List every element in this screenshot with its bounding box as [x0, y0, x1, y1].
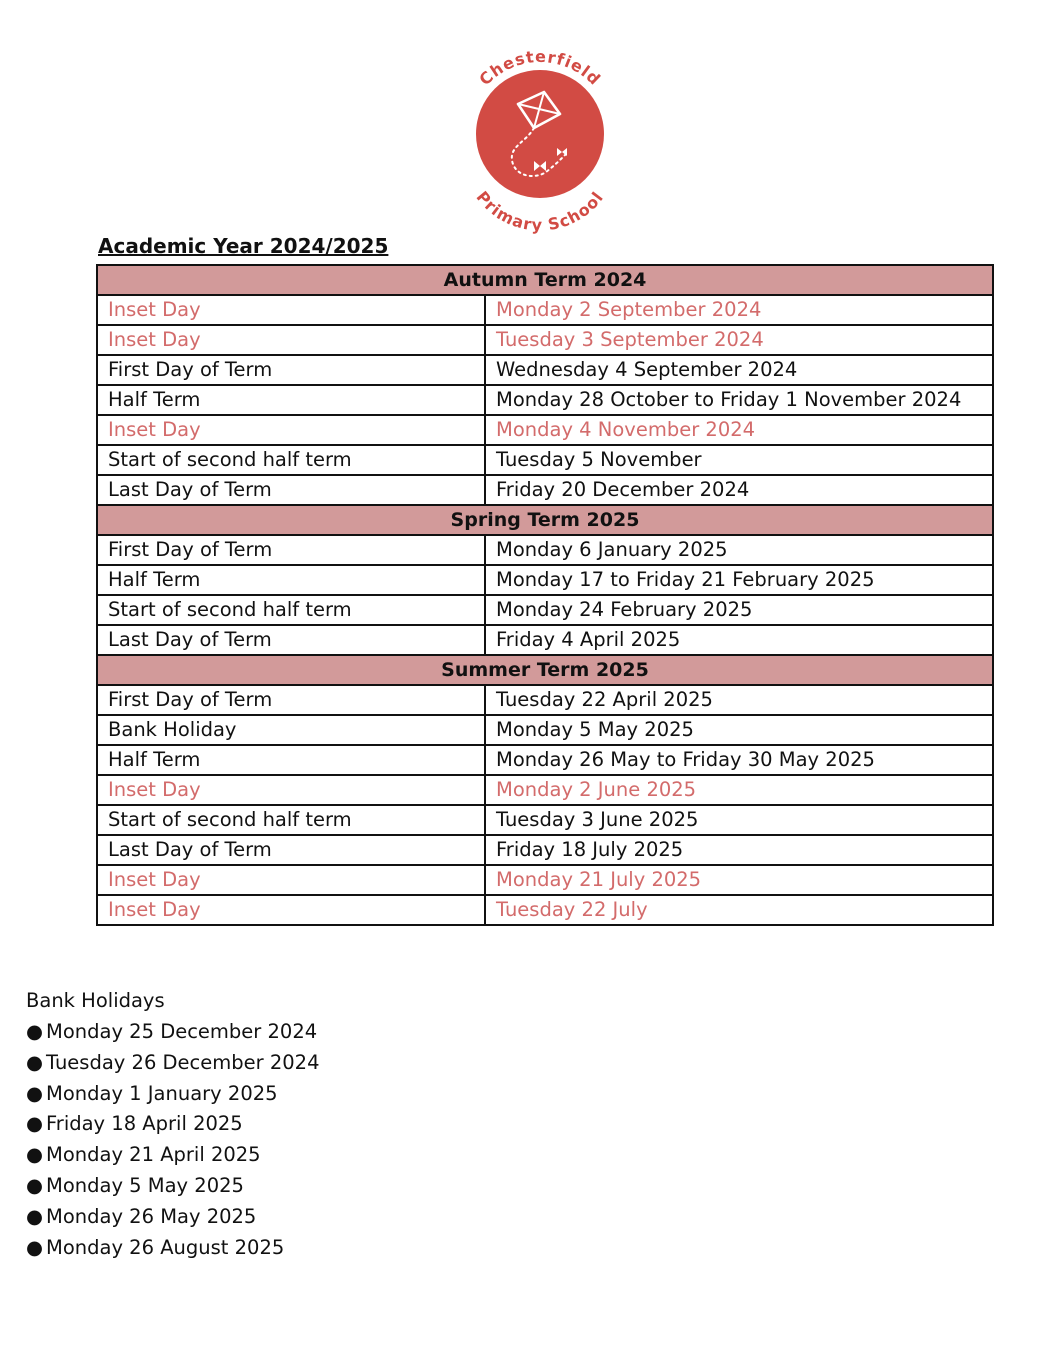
date-cell: Monday 21 July 2025	[485, 865, 993, 895]
term-dates-table	[96, 264, 994, 926]
event-cell: Last Day of Term	[97, 625, 485, 655]
event-cell: Last Day of Term	[97, 835, 485, 865]
term-header: Summer Term 2025	[97, 655, 993, 685]
table-row	[97, 715, 993, 745]
event-cell: Half Term	[97, 745, 485, 775]
event-cell: Inset Day	[97, 325, 485, 355]
table-row	[97, 595, 993, 625]
bank-holiday-date: Monday 25 December 2024	[46, 1020, 318, 1043]
bullet-icon: ●	[26, 1143, 44, 1167]
date-cell: Monday 4 November 2024	[485, 415, 993, 445]
term-header-row	[97, 505, 993, 535]
term-header-row	[97, 655, 993, 685]
event-cell: Inset Day	[97, 895, 485, 925]
table-row	[97, 565, 993, 595]
date-cell: Friday 4 April 2025	[485, 625, 993, 655]
event-cell: Start of second half term	[97, 595, 485, 625]
list-item	[26, 1171, 320, 1202]
list-item	[26, 1079, 320, 1110]
event-cell: Half Term	[97, 385, 485, 415]
term-header: Autumn Term 2024	[97, 265, 993, 295]
bullet-icon: ●	[26, 1204, 44, 1228]
date-cell: Tuesday 3 September 2024	[485, 325, 993, 355]
date-cell: Monday 2 June 2025	[485, 775, 993, 805]
table-row	[97, 835, 993, 865]
list-item	[26, 1017, 320, 1048]
table-row	[97, 295, 993, 325]
event-cell: Half Term	[97, 565, 485, 595]
bank-holidays-list	[26, 1017, 320, 1263]
bullet-icon: ●	[26, 1112, 44, 1136]
bullet-icon: ●	[26, 1235, 44, 1259]
date-cell: Monday 28 October to Friday 1 November 2024	[485, 385, 993, 415]
event-cell: Start of second half term	[97, 805, 485, 835]
bank-holiday-date: Monday 26 May 2025	[46, 1204, 257, 1228]
list-item	[26, 1233, 320, 1264]
date-cell: Monday 17 to Friday 21 February 2025	[485, 565, 993, 595]
bank-holiday-date: Friday 18 April 2025	[46, 1112, 243, 1136]
bullet-icon: ●	[26, 1081, 44, 1105]
logo-top-text: Chesterfield	[475, 46, 605, 90]
event-cell: First Day of Term	[97, 535, 485, 565]
event-cell: First Day of Term	[97, 355, 485, 385]
bank-holidays-heading: Bank Holidays	[26, 989, 165, 1012]
event-cell: Start of second half term	[97, 445, 485, 475]
table-row	[97, 865, 993, 895]
table-row	[97, 475, 993, 505]
table-row	[97, 385, 993, 415]
date-cell: Tuesday 22 July	[485, 895, 993, 925]
term-header-row	[97, 265, 993, 295]
table-row	[97, 325, 993, 355]
list-item	[26, 1109, 320, 1140]
date-cell: Monday 6 January 2025	[485, 535, 993, 565]
table-row	[97, 805, 993, 835]
table-row	[97, 625, 993, 655]
bank-holiday-date: Monday 1 January 2025	[46, 1081, 278, 1105]
date-cell: Wednesday 4 September 2024	[485, 355, 993, 385]
list-item	[26, 1202, 320, 1233]
bullet-icon: ●	[26, 1173, 44, 1197]
date-cell: Monday 24 February 2025	[485, 595, 993, 625]
school-logo	[456, 42, 624, 238]
table-row	[97, 775, 993, 805]
date-cell: Monday 26 May to Friday 30 May 2025	[485, 745, 993, 775]
term-header: Spring Term 2025	[97, 505, 993, 535]
date-cell: Tuesday 22 April 2025	[485, 685, 993, 715]
table-row	[97, 355, 993, 385]
date-cell: Tuesday 5 November	[485, 445, 993, 475]
event-cell: First Day of Term	[97, 685, 485, 715]
event-cell: Inset Day	[97, 415, 485, 445]
page-title: Academic Year 2024/2025	[98, 234, 389, 258]
bullet-icon: ●	[26, 1050, 44, 1074]
list-item	[26, 1048, 320, 1079]
event-cell: Bank Holiday	[97, 715, 485, 745]
table-row	[97, 895, 993, 925]
table-row	[97, 445, 993, 475]
date-cell: Monday 5 May 2025	[485, 715, 993, 745]
table-row	[97, 535, 993, 565]
event-cell: Inset Day	[97, 295, 485, 325]
date-cell: Tuesday 3 June 2025	[485, 805, 993, 835]
list-item	[26, 1140, 320, 1171]
logo-circle	[476, 70, 604, 198]
table-row	[97, 685, 993, 715]
bullet-icon: ●	[26, 1020, 44, 1043]
event-cell: Inset Day	[97, 865, 485, 895]
event-cell: Last Day of Term	[97, 475, 485, 505]
bank-holiday-date: Monday 21 April 2025	[46, 1143, 261, 1167]
table-row	[97, 745, 993, 775]
date-cell: Friday 20 December 2024	[485, 475, 993, 505]
date-cell: Friday 18 July 2025	[485, 835, 993, 865]
event-cell: Inset Day	[97, 775, 485, 805]
table-row	[97, 415, 993, 445]
bank-holiday-date: Monday 26 August 2025	[46, 1235, 285, 1259]
bank-holiday-date: Monday 5 May 2025	[46, 1173, 244, 1197]
logo-bottom-text: Primary School	[472, 187, 608, 235]
bank-holiday-date: Tuesday 26 December 2024	[46, 1050, 320, 1074]
date-cell: Monday 2 September 2024	[485, 295, 993, 325]
